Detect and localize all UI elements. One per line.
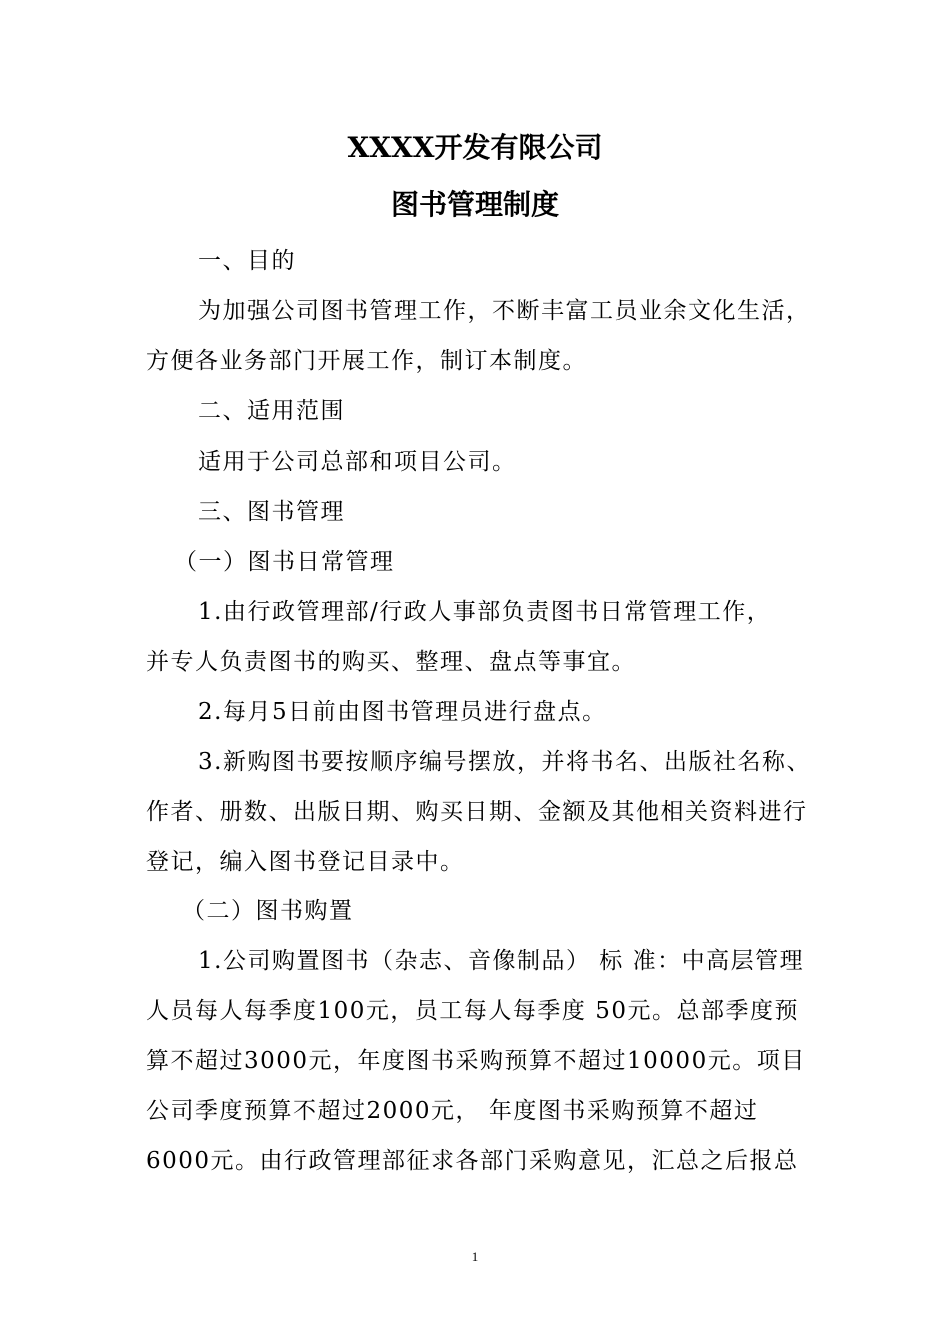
paragraph-line: 人员每人每季度100元，员工每人每季度 50元。总部季度预 — [146, 998, 799, 1024]
paragraph-line: 1.公司购置图书（杂志、音像制品） 标 准：中高层管理 — [198, 948, 805, 974]
page-number: 1 — [471, 1249, 479, 1264]
paragraph-line: 登记，编入图书登记目录中。 — [146, 849, 465, 875]
paragraph-line: 方便各业务部门开展工作，制订本制度。 — [146, 348, 587, 374]
subsection-heading-purchase: （二）图书购置 — [182, 898, 354, 924]
paragraph-line: 2.每月5日前由图书管理员进行盘点。 — [198, 699, 607, 725]
company-title: XXXX开发有限公司 — [347, 131, 603, 164]
document-title: 图书管理制度 — [390, 188, 559, 221]
paragraph-line: 1.由行政管理部/行政人事部负责图书日常管理工作， — [198, 599, 772, 625]
paragraph-line: 并专人负责图书的购买、整理、盘点等事宜。 — [146, 649, 636, 675]
paragraph-line: 公司季度预算不超过2000元， 年度图书采购预算不超过 — [146, 1098, 759, 1124]
paragraph-line: 为加强公司图书管理工作，不断丰富工员业余文化生活， — [198, 298, 811, 324]
section-heading-purpose: 一、目的 — [198, 248, 296, 274]
paragraph-line: 算不超过3000元，年度图书采购预算不超过10000元。项目 — [146, 1048, 806, 1074]
paragraph-line: 6000元。由行政管理部征求各部门采购意见，汇总之后报总 — [146, 1148, 799, 1174]
section-heading-scope: 二、适用范围 — [198, 398, 345, 424]
subsection-heading-daily: （一）图书日常管理 — [174, 549, 395, 575]
section-heading-management: 三、图书管理 — [198, 499, 345, 525]
paragraph-line: 作者、册数、出版日期、购买日期、金额及其他相关资料进行 — [146, 799, 808, 825]
paragraph-line: 适用于公司总部和项目公司。 — [198, 449, 517, 475]
paragraph-line: 3.新购图书要按顺序编号摆放，并将书名、出版社名称、 — [198, 749, 811, 775]
